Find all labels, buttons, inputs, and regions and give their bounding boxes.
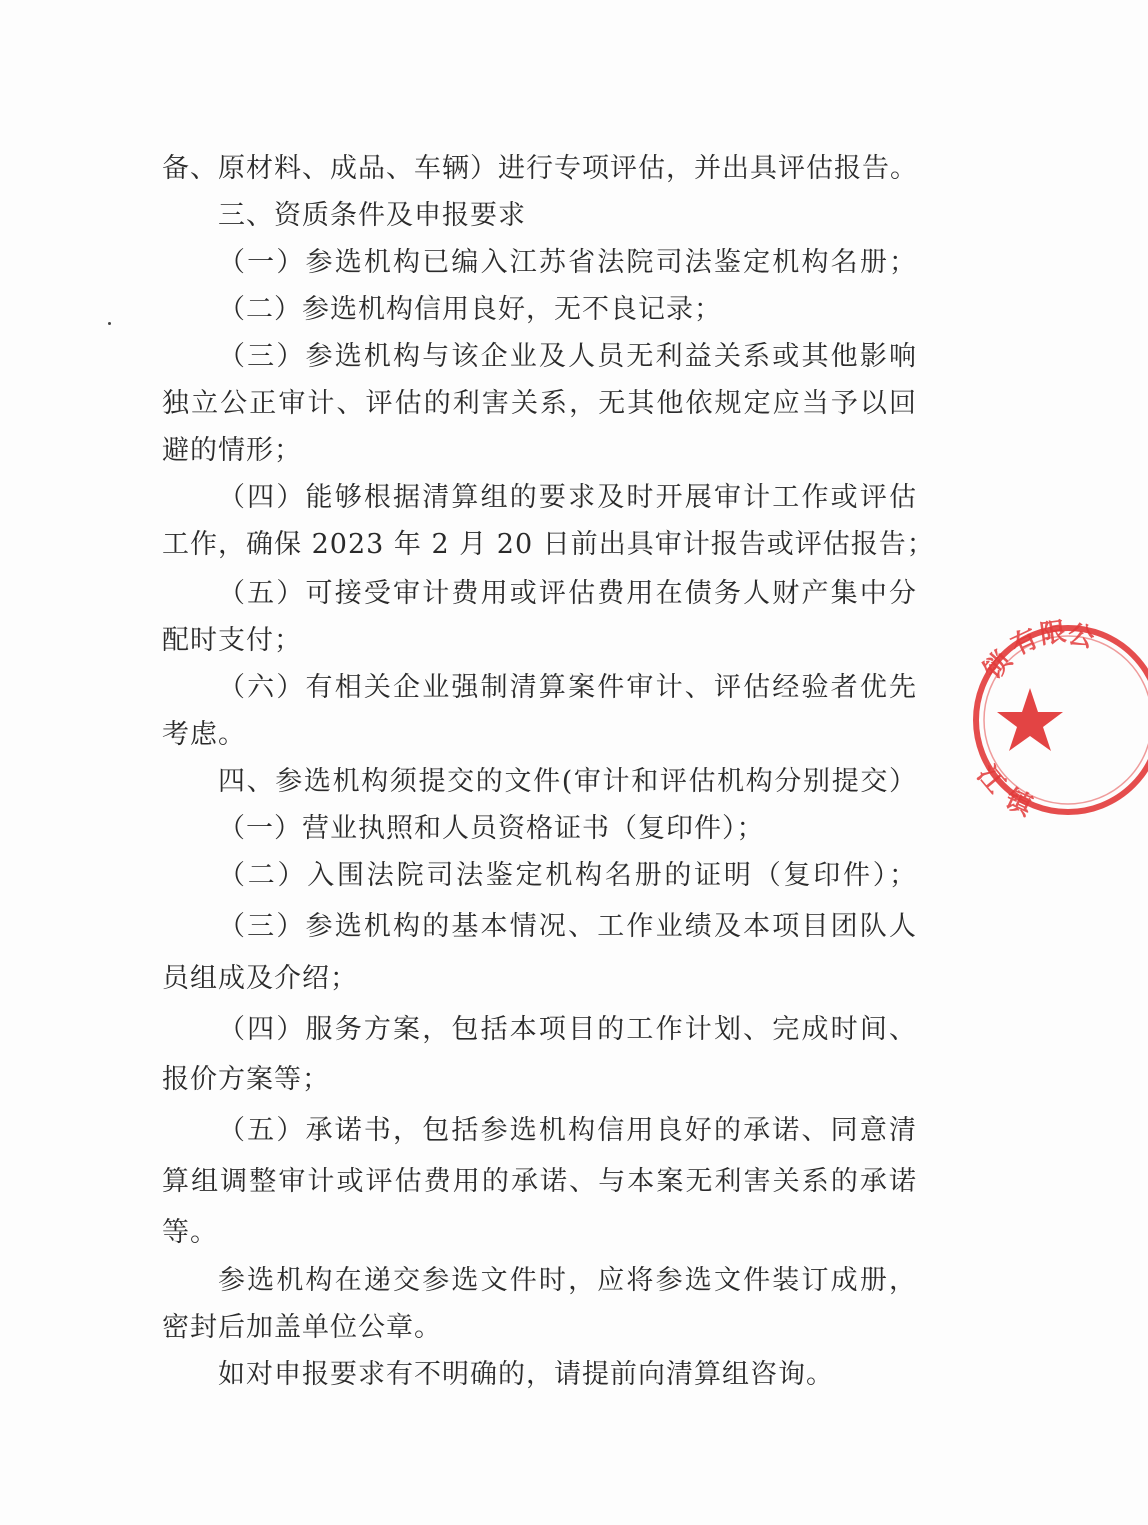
- paragraph-line: 工作，确保 2023 年 2 月 20 日前出具审计报告或评估报告；: [162, 529, 935, 560]
- paragraph-line: （五）承诺书，包括参选机构信用良好的承诺、同意清: [218, 1115, 917, 1146]
- paragraph-line: 算组调整审计或评估费用的承诺、与本案无利害关系的承诺: [162, 1166, 917, 1197]
- svg-text:公: 公: [1065, 619, 1097, 655]
- paragraph-line: （一）参选机构已编入江苏省法院司法鉴定机构名册；: [218, 247, 917, 278]
- paragraph-line: （三）参选机构的基本情况、工作业绩及本项目团队人: [218, 911, 917, 942]
- paragraph-line: 参选机构在递交参选文件时，应将参选文件装订成册，: [218, 1265, 917, 1296]
- paragraph-line: （二）入围法院司法鉴定机构名册的证明（复印件）；: [218, 860, 917, 891]
- paragraph-line: 独立公正审计、评估的利害关系，无其他依规定应当予以回: [162, 388, 917, 419]
- paragraph-line: 员组成及介绍；: [162, 963, 358, 994]
- paragraph-line: （一）营业执照和人员资格证书（复印件）；: [218, 813, 765, 844]
- paragraph-line: （五）可接受审计费用或评估费用在债务人财产集中分: [218, 578, 917, 609]
- paragraph-line: 备、原材料、成品、车辆）进行专项评估，并出具评估报告。: [162, 153, 918, 184]
- official-seal-stamp: [968, 610, 1148, 830]
- paragraph-line: （六）有相关企业强制清算案件审计、评估经验者优先: [218, 672, 917, 703]
- svg-text:镇: 镇: [1000, 784, 1037, 823]
- svg-text:有: 有: [1006, 623, 1043, 662]
- paragraph-line: （四）能够根据清算组的要求及时开展审计工作或评估: [218, 482, 917, 513]
- paragraph-line: （二）参选机构信用良好，无不良记录；: [218, 294, 722, 325]
- svg-text:锁: 锁: [978, 646, 1018, 686]
- paragraph-line: 密封后加盖单位公章。: [162, 1312, 442, 1343]
- paragraph-line: 避的情形；: [162, 435, 302, 466]
- paragraph-line: （三）参选机构与该企业及人员无利益关系或其他影响: [218, 341, 917, 372]
- paragraph-line: 配时支付；: [162, 625, 302, 656]
- paragraph-line: 考虑。: [162, 719, 246, 750]
- svg-text:限: 限: [1038, 616, 1068, 651]
- section-heading: 四、参选机构须提交的文件(审计和评估机构分别提交）: [218, 766, 917, 797]
- paragraph-line: 如对申报要求有不明确的，请提前向清算组咨询。: [218, 1359, 834, 1390]
- paragraph-line: （四）服务方案，包括本项目的工作计划、完成时间、: [218, 1014, 917, 1045]
- scan-speck: [108, 322, 111, 325]
- section-heading: 三、资质条件及申报要求: [218, 200, 526, 231]
- paragraph-line: 报价方案等；: [162, 1064, 330, 1095]
- svg-text:江: 江: [970, 760, 1011, 800]
- paragraph-line: 等。: [162, 1217, 218, 1248]
